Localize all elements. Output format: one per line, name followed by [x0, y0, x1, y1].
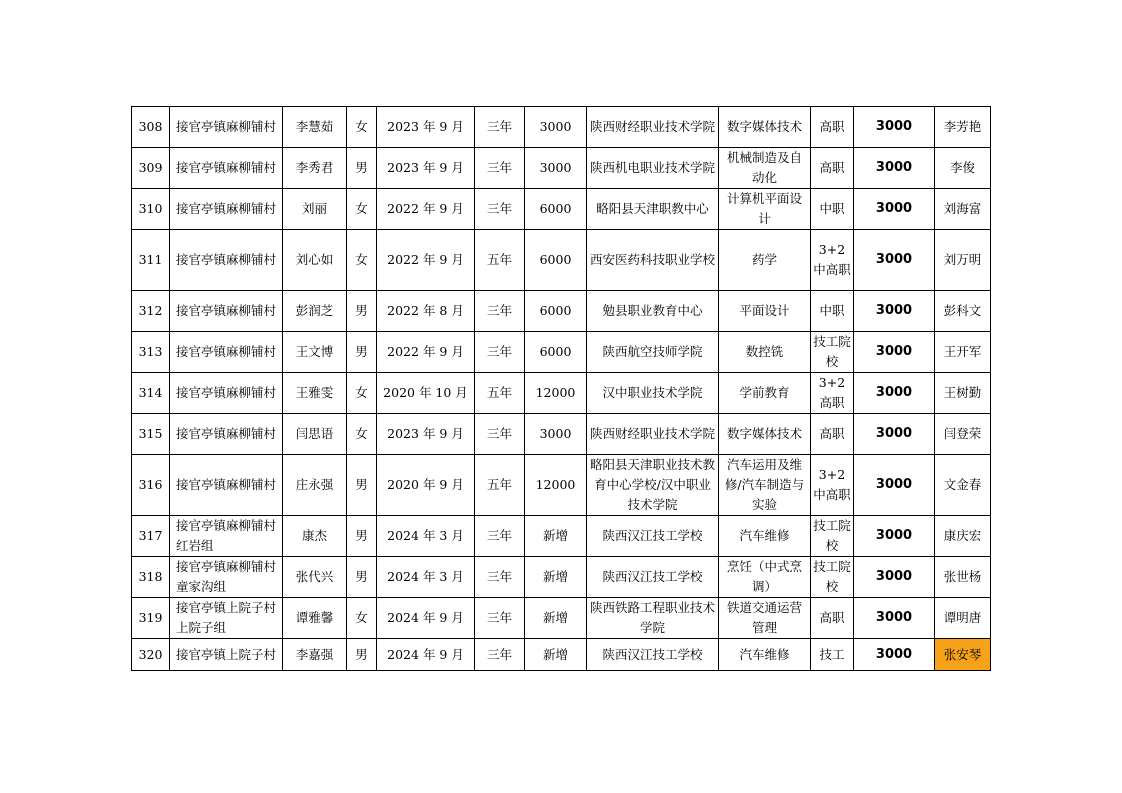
- enrollment-date-cell: 2024 年 9 月: [377, 639, 475, 671]
- table-row: [132, 639, 991, 671]
- enrollment-date-cell: 2023 年 9 月: [377, 414, 475, 455]
- school-cell: 陕西汉江技工学校: [587, 516, 719, 557]
- table-row: [132, 414, 991, 455]
- village-cell: 接官亭镇麻柳铺村: [170, 189, 283, 230]
- enrollment-date-cell: 2020 年 10 月: [377, 373, 475, 414]
- guardian-cell: 谭明唐: [935, 598, 991, 639]
- row-number-cell: 318: [132, 557, 170, 598]
- fee-cell: 12000: [525, 373, 587, 414]
- program-length-cell: 三年: [475, 639, 525, 671]
- subsidy-amount-cell: 3000: [854, 639, 935, 671]
- gender-cell: 男: [347, 639, 377, 671]
- program-length-cell: 五年: [475, 373, 525, 414]
- fee-cell: 3000: [525, 148, 587, 189]
- gender-cell: 男: [347, 148, 377, 189]
- row-number-cell: 319: [132, 598, 170, 639]
- village-cell: 接官亭镇麻柳铺村: [170, 291, 283, 332]
- table-row: [132, 557, 991, 598]
- student-name-cell: 王文博: [283, 332, 347, 373]
- guardian-cell: 张安琴: [935, 639, 991, 671]
- guardian-cell: 李俊: [935, 148, 991, 189]
- row-number-cell: 312: [132, 291, 170, 332]
- fee-cell: 6000: [525, 291, 587, 332]
- student-name-cell: 庄永强: [283, 455, 347, 516]
- subsidy-amount-cell: 3000: [854, 598, 935, 639]
- table-row: [132, 332, 991, 373]
- guardian-cell: 康庆宏: [935, 516, 991, 557]
- village-cell: 接官亭镇上院子村上院子组: [170, 598, 283, 639]
- table-row: [132, 291, 991, 332]
- student-name-cell: 李慧茹: [283, 107, 347, 148]
- subsidy-amount-cell: 3000: [854, 557, 935, 598]
- student-name-cell: 康杰: [283, 516, 347, 557]
- school-cell: 陕西财经职业技术学院: [587, 414, 719, 455]
- school-cell: 略阳县天津职业技术教育中心学校/汉中职业技术学院: [587, 455, 719, 516]
- village-cell: 接官亭镇上院子村: [170, 639, 283, 671]
- gender-cell: 女: [347, 414, 377, 455]
- subsidy-amount-cell: 3000: [854, 373, 935, 414]
- gender-cell: 男: [347, 516, 377, 557]
- program-length-cell: 三年: [475, 107, 525, 148]
- major-cell: 数控铣: [719, 332, 811, 373]
- enrollment-date-cell: 2020 年 9 月: [377, 455, 475, 516]
- table-row: [132, 598, 991, 639]
- level-cell: 高职: [811, 414, 854, 455]
- table-row: [132, 230, 991, 291]
- school-cell: 略阳县天津职教中心: [587, 189, 719, 230]
- fee-cell: 新增: [525, 557, 587, 598]
- table-row: [132, 455, 991, 516]
- row-number-cell: 313: [132, 332, 170, 373]
- subsidy-amount-cell: 3000: [854, 414, 935, 455]
- gender-cell: 女: [347, 373, 377, 414]
- table-row: [132, 516, 991, 557]
- program-length-cell: 三年: [475, 598, 525, 639]
- school-cell: 陕西汉江技工学校: [587, 639, 719, 671]
- row-number-cell: 309: [132, 148, 170, 189]
- gender-cell: 女: [347, 189, 377, 230]
- subsidy-amount-cell: 3000: [854, 516, 935, 557]
- subsidy-amount-cell: 3000: [854, 230, 935, 291]
- student-name-cell: 王雅雯: [283, 373, 347, 414]
- program-length-cell: 三年: [475, 148, 525, 189]
- school-cell: 勉县职业教育中心: [587, 291, 719, 332]
- guardian-cell: 王树勤: [935, 373, 991, 414]
- fee-cell: 12000: [525, 455, 587, 516]
- fee-cell: 6000: [525, 332, 587, 373]
- major-cell: 铁道交通运营管理: [719, 598, 811, 639]
- roster-body: [132, 107, 991, 671]
- student-name-cell: 刘心如: [283, 230, 347, 291]
- enrollment-date-cell: 2023 年 9 月: [377, 148, 475, 189]
- major-cell: 平面设计: [719, 291, 811, 332]
- student-name-cell: 张代兴: [283, 557, 347, 598]
- program-length-cell: 三年: [475, 557, 525, 598]
- row-number-cell: 314: [132, 373, 170, 414]
- guardian-cell: 李芳艳: [935, 107, 991, 148]
- subsidy-roster-table: [131, 106, 991, 671]
- level-cell: 技工院校: [811, 516, 854, 557]
- enrollment-date-cell: 2024 年 3 月: [377, 557, 475, 598]
- enrollment-date-cell: 2022 年 9 月: [377, 230, 475, 291]
- level-cell: 技工院校: [811, 332, 854, 373]
- village-cell: 接官亭镇麻柳铺村: [170, 332, 283, 373]
- guardian-cell: 刘海富: [935, 189, 991, 230]
- school-cell: 陕西机电职业技术学院: [587, 148, 719, 189]
- program-length-cell: 三年: [475, 189, 525, 230]
- program-length-cell: 三年: [475, 291, 525, 332]
- enrollment-date-cell: 2024 年 3 月: [377, 516, 475, 557]
- village-cell: 接官亭镇麻柳铺村红岩组: [170, 516, 283, 557]
- table-row: [132, 189, 991, 230]
- row-number-cell: 317: [132, 516, 170, 557]
- subsidy-amount-cell: 3000: [854, 148, 935, 189]
- enrollment-date-cell: 2022 年 8 月: [377, 291, 475, 332]
- guardian-cell: 文金春: [935, 455, 991, 516]
- gender-cell: 男: [347, 291, 377, 332]
- student-name-cell: 闫思语: [283, 414, 347, 455]
- major-cell: 数字媒体技术: [719, 107, 811, 148]
- level-cell: 3+2 高职: [811, 373, 854, 414]
- enrollment-date-cell: 2023 年 9 月: [377, 107, 475, 148]
- guardian-cell: 刘万明: [935, 230, 991, 291]
- level-cell: 3+2 中高职: [811, 455, 854, 516]
- table-row: [132, 107, 991, 148]
- major-cell: 计算机平面设计: [719, 189, 811, 230]
- village-cell: 接官亭镇麻柳铺村: [170, 230, 283, 291]
- program-length-cell: 三年: [475, 332, 525, 373]
- level-cell: 高职: [811, 107, 854, 148]
- program-length-cell: 五年: [475, 230, 525, 291]
- school-cell: 西安医药科技职业学校: [587, 230, 719, 291]
- level-cell: 中职: [811, 189, 854, 230]
- guardian-cell: 彭科文: [935, 291, 991, 332]
- subsidy-amount-cell: 3000: [854, 455, 935, 516]
- village-cell: 接官亭镇麻柳铺村: [170, 373, 283, 414]
- school-cell: 陕西航空技师学院: [587, 332, 719, 373]
- enrollment-date-cell: 2022 年 9 月: [377, 332, 475, 373]
- program-length-cell: 三年: [475, 414, 525, 455]
- fee-cell: 6000: [525, 230, 587, 291]
- village-cell: 接官亭镇麻柳铺村童家沟组: [170, 557, 283, 598]
- level-cell: 高职: [811, 598, 854, 639]
- school-cell: 陕西财经职业技术学院: [587, 107, 719, 148]
- village-cell: 接官亭镇麻柳铺村: [170, 455, 283, 516]
- subsidy-amount-cell: 3000: [854, 332, 935, 373]
- level-cell: 高职: [811, 148, 854, 189]
- row-number-cell: 315: [132, 414, 170, 455]
- table-row: [132, 373, 991, 414]
- row-number-cell: 316: [132, 455, 170, 516]
- major-cell: 机械制造及自动化: [719, 148, 811, 189]
- village-cell: 接官亭镇麻柳铺村: [170, 148, 283, 189]
- fee-cell: 新增: [525, 639, 587, 671]
- school-cell: 陕西铁路工程职业技术学院: [587, 598, 719, 639]
- guardian-cell: 王开军: [935, 332, 991, 373]
- fee-cell: 3000: [525, 414, 587, 455]
- fee-cell: 6000: [525, 189, 587, 230]
- gender-cell: 女: [347, 230, 377, 291]
- gender-cell: 女: [347, 598, 377, 639]
- row-number-cell: 320: [132, 639, 170, 671]
- subsidy-amount-cell: 3000: [854, 291, 935, 332]
- level-cell: 技工院校: [811, 557, 854, 598]
- major-cell: 学前教育: [719, 373, 811, 414]
- major-cell: 汽车维修: [719, 516, 811, 557]
- village-cell: 接官亭镇麻柳铺村: [170, 414, 283, 455]
- level-cell: 技工: [811, 639, 854, 671]
- guardian-cell: 张世杨: [935, 557, 991, 598]
- major-cell: 汽车运用及维修/汽车制造与实验: [719, 455, 811, 516]
- row-number-cell: 311: [132, 230, 170, 291]
- row-number-cell: 310: [132, 189, 170, 230]
- fee-cell: 3000: [525, 107, 587, 148]
- subsidy-amount-cell: 3000: [854, 107, 935, 148]
- level-cell: 3+2 中高职: [811, 230, 854, 291]
- school-cell: 陕西汉江技工学校: [587, 557, 719, 598]
- program-length-cell: 五年: [475, 455, 525, 516]
- major-cell: 烹饪（中式烹调）: [719, 557, 811, 598]
- student-name-cell: 李嘉强: [283, 639, 347, 671]
- row-number-cell: 308: [132, 107, 170, 148]
- guardian-cell: 闫登荣: [935, 414, 991, 455]
- major-cell: 汽车维修: [719, 639, 811, 671]
- village-cell: 接官亭镇麻柳铺村: [170, 107, 283, 148]
- gender-cell: 女: [347, 107, 377, 148]
- program-length-cell: 三年: [475, 516, 525, 557]
- student-name-cell: 刘丽: [283, 189, 347, 230]
- level-cell: 中职: [811, 291, 854, 332]
- major-cell: 药学: [719, 230, 811, 291]
- fee-cell: 新增: [525, 516, 587, 557]
- gender-cell: 男: [347, 332, 377, 373]
- gender-cell: 男: [347, 557, 377, 598]
- enrollment-date-cell: 2022 年 9 月: [377, 189, 475, 230]
- major-cell: 数字媒体技术: [719, 414, 811, 455]
- gender-cell: 男: [347, 455, 377, 516]
- table-row: [132, 148, 991, 189]
- enrollment-date-cell: 2024 年 9 月: [377, 598, 475, 639]
- student-name-cell: 李秀君: [283, 148, 347, 189]
- school-cell: 汉中职业技术学院: [587, 373, 719, 414]
- student-name-cell: 彭润芝: [283, 291, 347, 332]
- student-name-cell: 谭雅馨: [283, 598, 347, 639]
- fee-cell: 新增: [525, 598, 587, 639]
- subsidy-amount-cell: 3000: [854, 189, 935, 230]
